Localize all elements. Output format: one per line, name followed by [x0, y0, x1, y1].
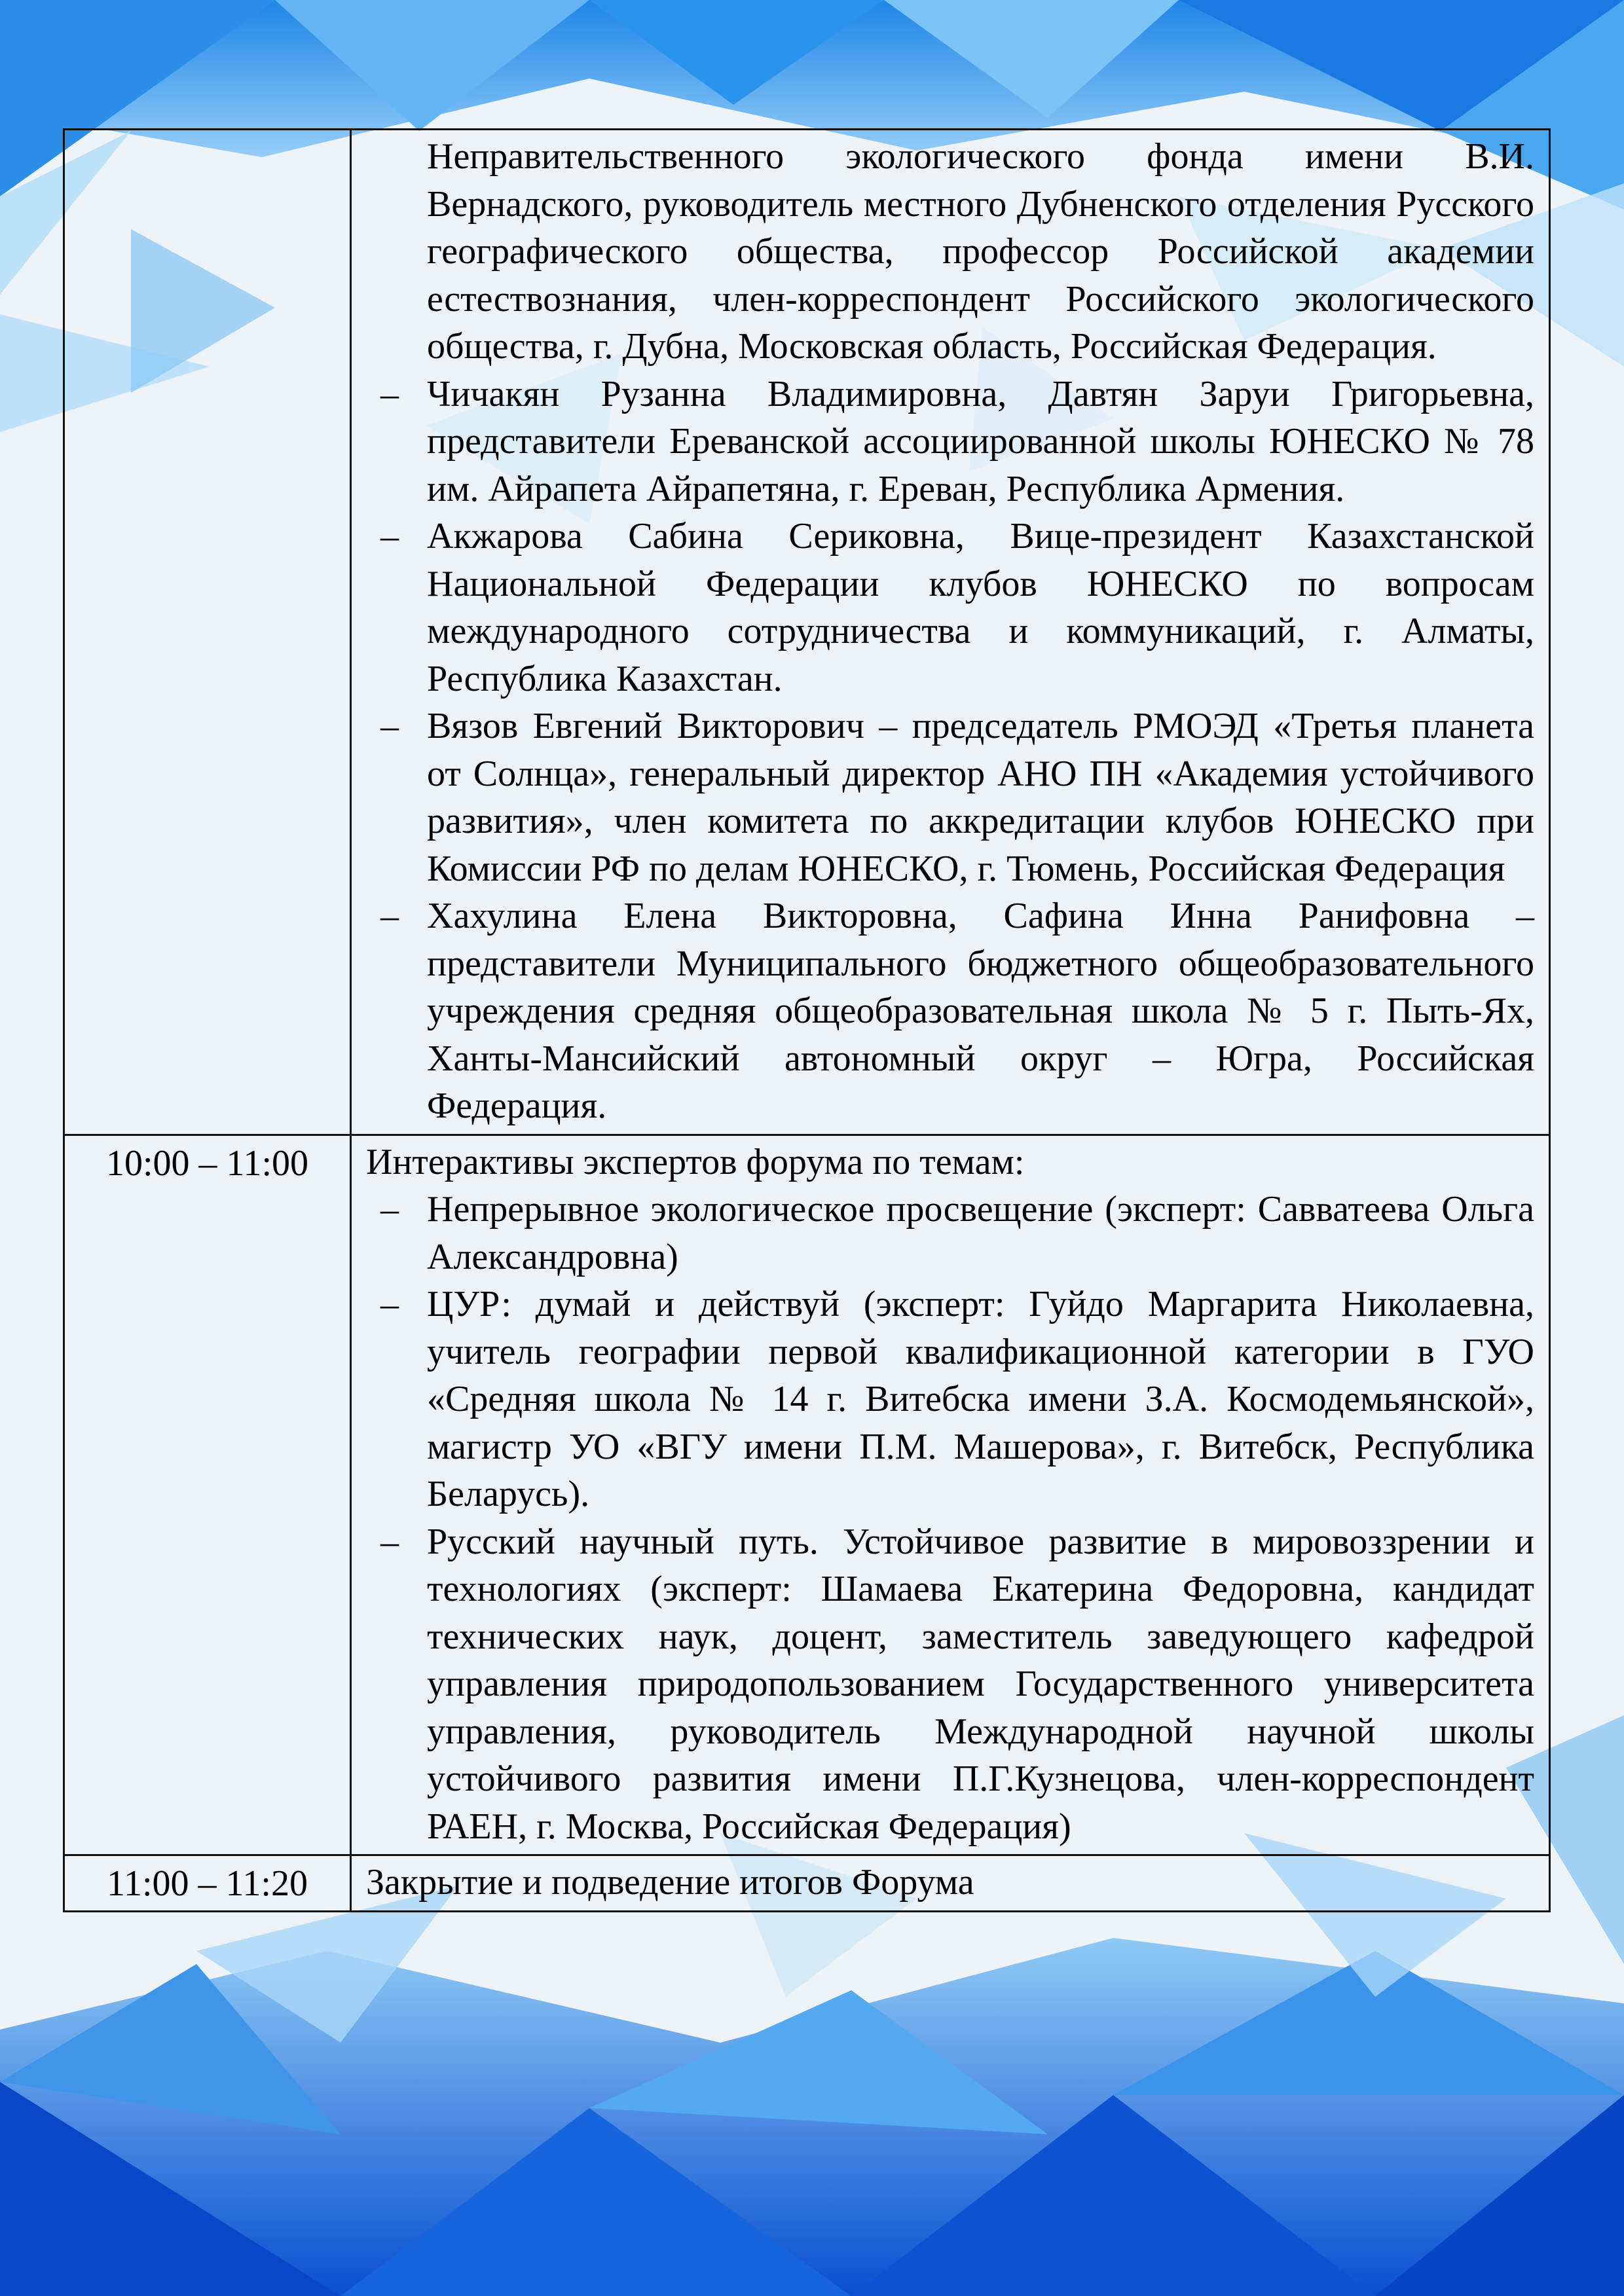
list-item — [366, 1186, 1534, 1281]
list-item-text: Чичакян Рузанна Владимировна, Давтян Заруи Григорьевна, представители Ереванской ассоциированной школы ЮНЕСКО № 78 им. Айрапета Айрапетяна, г. Ереван, Республика Армения. — [427, 373, 1534, 509]
time-cell: 11:00 – 11:20 — [65, 1856, 352, 1910]
list-item-text: ЦУР: думай и действуй (эксперт: Гуйдо Маргарита Николаевна, учитель географии первой квалификационной категории в ГУО «Средняя школа № 14 г. Витебска имени З.А. Космодемьянской», магистр УО «ВГУ имени П.М. Машерова», г. Витебск, Республика Беларусь). — [427, 1284, 1534, 1514]
dash-bullet: – — [380, 1189, 399, 1230]
list-item — [366, 513, 1534, 702]
content-cell — [352, 1856, 1549, 1910]
list-item-text: Вязов Евгений Викторович – председатель РМОЭД «Третья планета от Солнца», генеральный директор АНО ПН «Академия устойчивого развития», член комитета по аккредитации клубов ЮНЕСКО при Комиссии РФ по делам ЮНЕСКО, г. Тюмень, Российская Федерация — [427, 706, 1534, 889]
time-cell: 10:00 – 11:00 — [65, 1136, 352, 1855]
table-row-closing — [65, 1856, 1549, 1910]
table-row-speakers — [65, 130, 1549, 1136]
list-item — [366, 1518, 1534, 1851]
list-item-text: Хахулина Елена Викторовна, Сафина Инна Ранифовна – представители Муниципального бюджетного общеобразовательного учреждения средняя общеобразовательная школа № 5 г. Пыть-Ях, Ханты-Мансийский автономный округ – Югра, Российская Федерация. — [427, 896, 1534, 1126]
dash-bullet: – — [380, 373, 399, 414]
table-row-interactives — [65, 1136, 1549, 1857]
list-item — [366, 1281, 1534, 1518]
closing-text: Закрытие и подведение итогов Форума — [366, 1862, 974, 1903]
list-item-text: Непрерывное экологическое просвещение (эксперт: Савватеева Ольга Александровна) — [427, 1189, 1534, 1277]
dash-bullet: – — [380, 1521, 399, 1562]
list-item-text: Русский научный путь. Устойчивое развитие в мировоззрении и технологиях (эксперт: Шамаева Екатерина Федоровна, кандидат технических наук, доцент, заместитель заведующего кафедрой управления природопользованием Государственного университета управления, руководитель Международной научной школы устойчивого развития имени П.Г.Кузнецова, член-корреспондент РАЕН, г. Москва, Российская Федерация) — [427, 1521, 1534, 1847]
time-cell — [65, 130, 352, 1134]
continuation-text: Неправительственного экологического фонда имени В.И. Вернадского, руководитель местного Дубненского отделения Русского географического общества, профессор Российской академии естествознания, член-корреспондент Российского экологического общества, г. Дубна, Московская область, Российская Федерация. — [427, 136, 1534, 367]
program-table — [63, 128, 1551, 1912]
dash-bullet: – — [380, 706, 399, 746]
dash-bullet: – — [380, 1284, 399, 1324]
content-cell — [352, 130, 1549, 1134]
list-item — [366, 371, 1534, 513]
dash-bullet: – — [380, 896, 399, 936]
content-cell — [352, 1136, 1549, 1855]
section-heading: Интерактивы экспертов форума по темам: — [366, 1141, 1025, 1182]
list-item — [366, 892, 1534, 1130]
list-item — [366, 702, 1534, 892]
list-item-text: Акжарова Сабина Сериковна, Вице-президент Казахстанской Национальной Федерации клубов ЮНЕСКО по вопросам международного сотрудничества и коммуникаций, г. Алматы, Республика Казахстан. — [427, 516, 1534, 699]
dash-bullet: – — [380, 516, 399, 556]
